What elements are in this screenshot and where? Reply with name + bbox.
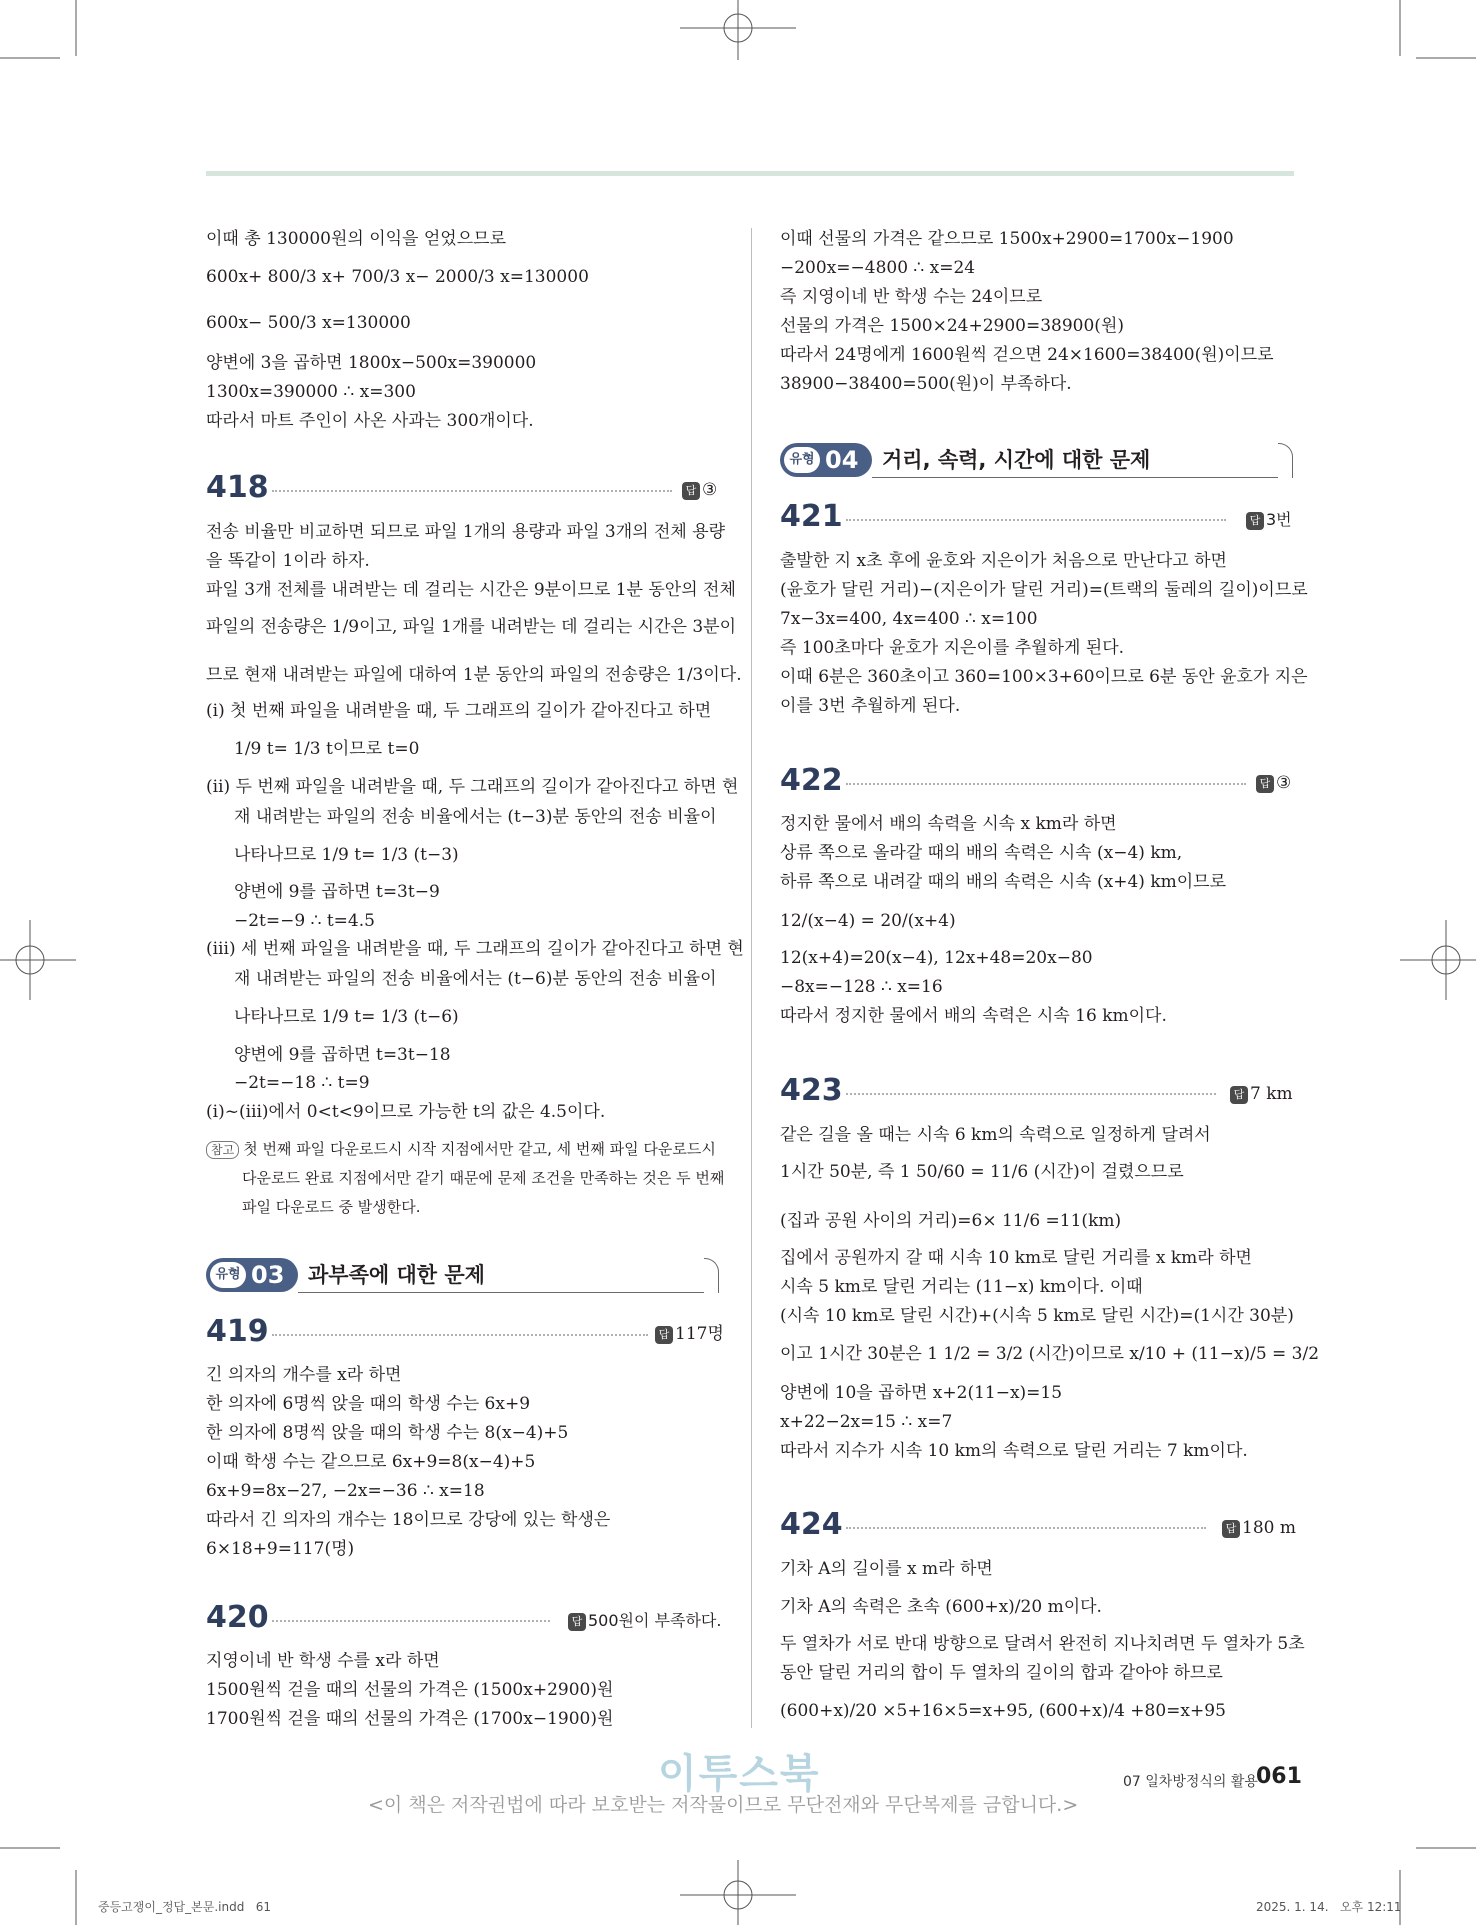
text-line: 동안 달린 거리의 합이 두 열차의 길이의 합과 같아야 하므로 [780, 1663, 1223, 1683]
text-line: 출발한 지 x초 후에 윤호와 지은이가 처음으로 만난다고 하면 [780, 551, 1227, 571]
text-line: 이때 선물의 가격은 같으므로 1500x+2900=1700x−1900 [780, 229, 1234, 249]
equation-line: 12(x+4)=20(x−4), 12x+48=20x−80 [780, 948, 1093, 968]
section-header-04 [780, 437, 1294, 481]
equation-line: 양변에 10을 곱하면 x+2(11−x)=15 [780, 1383, 1063, 1403]
text-line: 한 의자에 8명씩 앉을 때의 학생 수는 8(x−4)+5 [206, 1423, 569, 1443]
text-line: 38900−38400=500(원)이 부족하다. [780, 374, 1072, 394]
text-line: 므로 현재 내려받는 파일에 대하여 1분 동안의 파일의 전송량은 1/3이다. [206, 665, 742, 685]
equation-line: 6x+9=8x−27, −2x=−36 ∴ x=18 [206, 1481, 485, 1501]
answer-icon: 답 [655, 1326, 673, 1344]
equation-line: 1/9 t= 1/3 t이므로 t=0 [234, 739, 420, 759]
text-line: 선물의 가격은 1500×24+2900=38900(원) [780, 316, 1124, 336]
answer-text: 180 m [1242, 1518, 1296, 1538]
text-line: 같은 길을 올 때는 시속 6 km의 속력으로 일정하게 달려서 [780, 1125, 1211, 1145]
text-line: 지영이네 반 학생 수를 x라 하면 [206, 1651, 440, 1671]
note-line: 파일 다운로드 중 발생한다. [242, 1198, 421, 1216]
equation-line: (600+x)/20 ×5+16×5=x+95, (600+x)/4 +80=x+95 [780, 1701, 1226, 1721]
dotted-leader [846, 1527, 1206, 1529]
section-tag: 유형 [210, 1262, 246, 1288]
answer-text: 7 km [1250, 1084, 1293, 1104]
equation-line: −2t=−18 ∴ t=9 [234, 1073, 370, 1093]
header-rule [206, 171, 1294, 176]
answer-icon: 답 [682, 482, 700, 500]
text-line: 한 의자에 6명씩 앉을 때의 학생 수는 6x+9 [206, 1394, 531, 1414]
equation-line: 기차 A의 속력은 초속 (600+x)/20 m이다. [780, 1597, 1102, 1617]
copyright-notice: <이 책은 저작권법에 따라 보호받는 저작물이므로 무단전재와 무단복제를 금합니다.> [368, 1794, 1079, 1816]
text-line: 재 내려받는 파일의 전송 비율에서는 (t−3)분 동안의 전송 비율이 [234, 807, 717, 827]
print-date: 2025. 1. 14. 오후 12:11 [1256, 1900, 1402, 1914]
chapter-title: 07 일차방정식의 활용 [1123, 1774, 1258, 1790]
dotted-leader [272, 1334, 648, 1336]
answer-text: 500원이 부족하다. [588, 1611, 722, 1630]
text-line: (ⅰ)~(ⅲ)에서 0<t<9이므로 가능한 t의 값은 4.5이다. [206, 1102, 606, 1122]
equation-line: x+22−2x=15 ∴ x=7 [780, 1412, 953, 1432]
text-line: 양변에 3을 곱하면 1800x−500x=390000 [206, 353, 537, 373]
equation-line: 1300x=390000 ∴ x=300 [206, 382, 416, 402]
text-line: 재 내려받는 파일의 전송 비율에서는 (t−6)분 동안의 전송 비율이 [234, 969, 717, 989]
text-line: 이때 6분은 360초이고 360=100×3+60이므로 6분 동안 윤호가 지은 [780, 667, 1308, 687]
equation-line: −2t=−9 ∴ t=4.5 [234, 911, 375, 931]
column-divider [751, 228, 752, 1728]
equation-line: 1시간 50분, 즉 1 50/60 = 11/6 (시간)이 걸렸으므로 [780, 1162, 1184, 1182]
text-line: 전송 비율만 비교하면 되므로 파일 1개의 용량과 파일 3개의 전체 용량 [206, 522, 726, 542]
problem-number: 422 [780, 763, 843, 798]
answer-badge [1222, 1517, 1296, 1539]
equation-line: −8x=−128 ∴ x=16 [780, 977, 943, 997]
equation-line: 7x−3x=400, 4x=400 ∴ x=100 [780, 609, 1038, 629]
answer-icon: 답 [1246, 512, 1264, 530]
text-line: 즉 100초마다 윤호가 지은이를 추월하게 된다. [780, 638, 1125, 658]
section-number: 04 [825, 446, 859, 474]
answer-text: 3번 [1266, 510, 1292, 529]
file-slug: 중등고쟁이_정답_본문.indd 61 [98, 1900, 272, 1914]
dotted-leader [846, 519, 1226, 521]
text-line: 파일 3개 전체를 내려받는 데 걸리는 시간은 9분이므로 1분 동안의 전체 [206, 580, 736, 600]
note-text: 첫 번째 파일 다운로드시 시작 지점에서만 같고, 세 번째 파일 다운로드시 [243, 1140, 716, 1158]
text-line: 이때 학생 수는 같으므로 6x+9=8(x−4)+5 [206, 1452, 536, 1472]
answer-badge [655, 1323, 724, 1345]
answer-badge [682, 479, 717, 501]
text-line: 두 열차가 서로 반대 방향으로 달려서 완전히 지나치려면 두 열차가 5초 [780, 1634, 1305, 1654]
equation-line: −200x=−4800 ∴ x=24 [780, 258, 976, 278]
dotted-leader [846, 1093, 1216, 1095]
problem-number: 423 [780, 1073, 843, 1108]
equation-line: 나타나므로 1/9 t= 1/3 (t−3) [234, 845, 459, 865]
answer-badge [568, 1610, 721, 1632]
equation-line: 양변에 9를 곱하면 t=3t−9 [234, 882, 440, 902]
problem-number: 420 [206, 1600, 269, 1635]
text-line: (ⅰ) 첫 번째 파일을 내려받을 때, 두 그래프의 길이가 같아진다고 하면 [206, 701, 712, 721]
equation-line: 600x− 500/3 x=130000 [206, 313, 411, 333]
section-corner [1278, 443, 1293, 478]
section-header-03 [206, 1252, 720, 1296]
answer-text: ③ [1276, 773, 1292, 793]
answer-icon: 답 [1256, 775, 1274, 793]
section-tag: 유형 [784, 447, 820, 473]
dotted-leader [272, 490, 672, 492]
section-underline [298, 1292, 704, 1293]
section-number: 03 [251, 1261, 285, 1289]
section-pill [206, 1258, 298, 1292]
equation-line: 12/(x−4) = 20/(x+4) [780, 911, 956, 931]
text-line: 기차 A의 길이를 x m라 하면 [780, 1559, 993, 1579]
text-line: 즉 지영이네 반 학생 수는 24이므로 [780, 287, 1043, 307]
section-title: 과부족에 대한 문제 [308, 1263, 485, 1287]
text-line: (ⅲ) 세 번째 파일을 내려받을 때, 두 그래프의 길이가 같아진다고 하면 현 [206, 939, 744, 959]
equation-line: (집과 공원 사이의 거리)=6× 11/6 =11(km) [780, 1211, 1122, 1231]
answer-icon: 답 [568, 1613, 586, 1631]
text-line: 따라서 마트 주인이 사온 사과는 300개이다. [206, 411, 534, 431]
dotted-leader [272, 1620, 550, 1622]
text-line: (ⅱ) 두 번째 파일을 내려받을 때, 두 그래프의 길이가 같아진다고 하면 현 [206, 777, 739, 797]
text-line: 정지한 물에서 배의 속력을 시속 x km라 하면 [780, 814, 1117, 834]
text-line: 따라서 24명에게 1600원씩 걷으면 24×1600=38400(원)이므로 [780, 345, 1274, 365]
text-line: 따라서 긴 의자의 개수는 18이므로 강당에 있는 학생은 [206, 1510, 611, 1530]
answer-badge [1246, 509, 1292, 531]
note-line [206, 1138, 716, 1160]
equation-line: 나타나므로 1/9 t= 1/3 (t−6) [234, 1007, 459, 1027]
text-line: 을 똑같이 1이라 하자. [206, 551, 370, 571]
problem-number: 424 [780, 1507, 843, 1542]
text-line: 하류 쪽으로 내려갈 때의 배의 속력은 시속 (x+4) km이므로 [780, 872, 1227, 892]
text-line: 이를 3번 추월하게 된다. [780, 696, 961, 716]
problem-number: 418 [206, 470, 269, 505]
note-tag: 참고 [206, 1141, 239, 1159]
text-line: 파일의 전송량은 1/9이고, 파일 1개를 내려받는 데 걸리는 시간은 3분이 [206, 617, 737, 637]
text-line: 따라서 지수가 시속 10 km의 속력으로 달린 거리는 7 km이다. [780, 1441, 1248, 1461]
text-line: (윤호가 달린 거리)−(지은이가 달린 거리)=(트랙의 둘레의 길이)이므로 [780, 580, 1308, 600]
text-line: 1700원씩 걷을 때의 선물의 가격은 (1700x−1900)원 [206, 1709, 614, 1729]
text-line: 시속 5 km로 달린 거리는 (11−x) km이다. 이때 [780, 1277, 1143, 1297]
section-title: 거리, 속력, 시간에 대한 문제 [882, 448, 1151, 472]
page-number: 061 [1256, 1764, 1302, 1789]
equation-line: 양변에 9를 곱하면 t=3t−18 [234, 1045, 451, 1065]
equation-line: 이고 1시간 30분은 1 1/2 = 3/2 (시간)이므로 x/10 + (11−x)/5 = 3/2 [780, 1344, 1320, 1364]
answer-text: 117명 [675, 1324, 724, 1344]
answer-icon: 답 [1230, 1086, 1248, 1104]
dotted-leader [846, 783, 1246, 785]
problem-number: 421 [780, 499, 843, 534]
section-corner [704, 1258, 719, 1293]
problem-number: 419 [206, 1314, 269, 1349]
text-line: (시속 10 km로 달린 시간)+(시속 5 km로 달린 시간)=(1시간 30분) [780, 1306, 1294, 1326]
text-line: 따라서 정지한 물에서 배의 속력은 시속 16 km이다. [780, 1006, 1167, 1026]
text-line: 상류 쪽으로 올라갈 때의 배의 속력은 시속 (x−4) km, [780, 843, 1183, 863]
answer-icon: 답 [1222, 1520, 1240, 1538]
text-line: 이때 총 130000원의 이익을 얻었으므로 [206, 229, 506, 249]
note-line: 다운로드 완료 지점에서만 같기 때문에 문제 조건을 만족하는 것은 두 번째 [242, 1169, 725, 1187]
text-line: 집에서 공원까지 갈 때 시속 10 km로 달린 거리를 x km라 하면 [780, 1248, 1252, 1268]
watermark-logo: 이투스북 [658, 1751, 821, 1797]
section-pill [780, 443, 872, 477]
answer-badge [1256, 772, 1291, 794]
answer-text: ③ [702, 480, 718, 500]
equation-line: 600x+ 800/3 x+ 700/3 x− 2000/3 x=130000 [206, 267, 589, 287]
section-underline [872, 477, 1278, 478]
answer-badge [1230, 1083, 1293, 1105]
text-line: 1500원씩 걷을 때의 선물의 가격은 (1500x+2900)원 [206, 1680, 614, 1700]
equation-line: 6×18+9=117(명) [206, 1539, 355, 1559]
text-line: 긴 의자의 개수를 x라 하면 [206, 1365, 402, 1385]
